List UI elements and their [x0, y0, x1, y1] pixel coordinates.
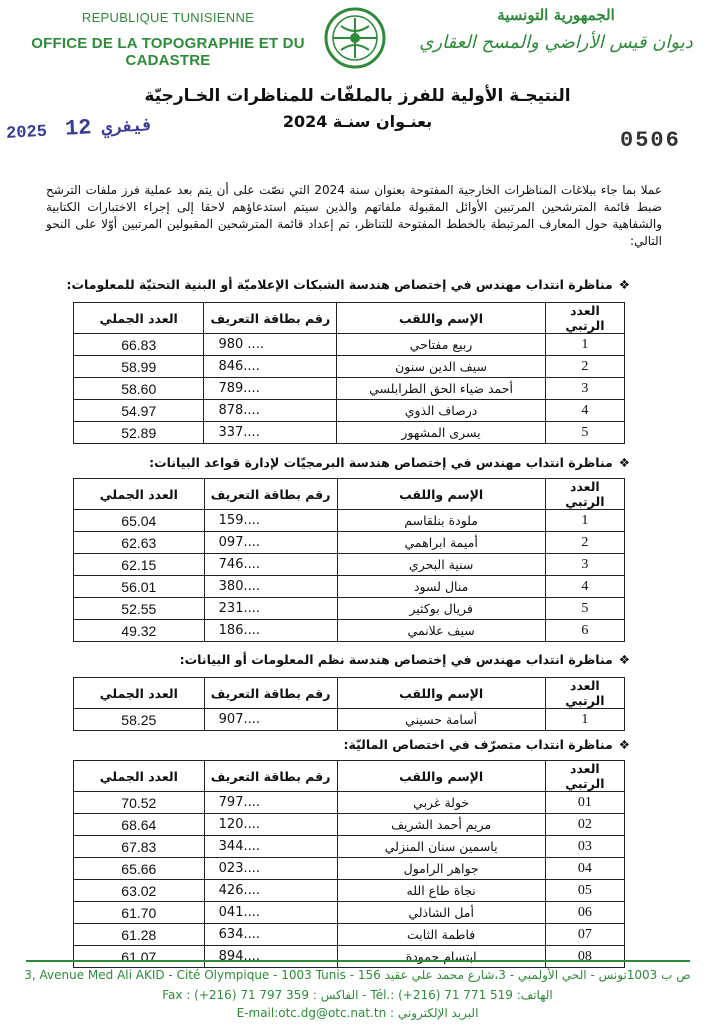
name-cell: أميمة ابراهمي: [337, 532, 545, 554]
footer-email: E-mail:otc.dg@otc.nat.tn : البريد الإلكتروني: [236, 1006, 479, 1020]
header-left: [18, 10, 318, 69]
col-id: رقم بطاقة التعريف: [204, 479, 337, 510]
intro-paragraph: عملا بما جاء ببلاغات المناظرات الخارجية المفتوحة بعنوان سنة 2024 التي نصّت على أن يتم بعد عملية فرز ملفات الترشح ضبط قائمة المترشحين المرتبين الأوائل المقبولة ملفاتهم والذين سيتم استدعاؤهم لاحقا إلى إجراء الاختبارات الكتابية والشفاهية حول المعارف المرتبطة بالخطط المفتوحة للتناظر، تم إعداد قائمة المترشحين المقبولين المرتبين أوّلا على النحو التالي:: [46, 183, 662, 248]
table-row: [74, 554, 625, 576]
rank-cell: 1: [545, 510, 624, 532]
rank-cell: 1: [545, 709, 624, 731]
col-name: الإسم واللقب: [337, 761, 545, 792]
reference-number: 0506: [620, 128, 681, 153]
score-cell: 61.07: [74, 946, 205, 968]
col-id: رقم بطاقة التعريف: [204, 678, 337, 709]
stamp-year-month: 2025 فيفري: [5, 117, 154, 144]
section-heading: مناظرة انتداب مهندس في إختصاص هندسة الشبكات الإعلاميّة أو البنية التحتيّة للمعلومات:: [66, 277, 613, 292]
table-row: [74, 792, 625, 814]
col-score: العدد الجملي: [74, 479, 205, 510]
col-rank: العدد الرتبي: [545, 761, 624, 792]
col-score: العدد الجملي: [74, 678, 205, 709]
name-cell: ياسمين سنان المنزلي: [337, 836, 545, 858]
bullet-diamond-icon: ❖: [618, 455, 630, 470]
name-cell: يسرى المشهور: [337, 422, 546, 444]
col-score: العدد الجملي: [74, 761, 205, 792]
id-cell: 380....: [204, 576, 337, 598]
section-heading: مناظرة انتداب متصرّف في اختصاص الماليّة:: [343, 737, 613, 752]
table-row: [74, 510, 625, 532]
table-row: [74, 356, 625, 378]
republic-fr: REPUBLIQUE TUNISIENNE: [81, 10, 255, 25]
section-heading: مناظرة انتداب مهندس في إختصاص هندسة البرمجيّات لإدارة قواعد البيانات:: [149, 455, 613, 470]
id-cell: 789....: [204, 378, 337, 400]
otc-logo-emblem-icon: [323, 6, 387, 70]
score-cell: 62.15: [74, 554, 205, 576]
table-row: [74, 400, 625, 422]
name-cell: فريال بوكثير: [337, 598, 545, 620]
id-cell: 634....: [204, 924, 337, 946]
score-cell: 58.25: [74, 709, 205, 731]
id-cell: 231....: [204, 598, 337, 620]
col-id: رقم بطاقة التعريف: [204, 761, 337, 792]
name-cell: ملودة بنلقاسم: [337, 510, 545, 532]
name-cell: سيف علانمي: [337, 620, 545, 642]
name-cell: جواهر الرامول: [337, 858, 545, 880]
name-cell: أسامة حسيني: [337, 709, 545, 731]
rank-cell: 4: [545, 576, 624, 598]
rank-cell: 1: [545, 334, 624, 356]
section-title: [60, 652, 630, 667]
section-title: [60, 277, 630, 292]
section-title: [60, 455, 630, 470]
name-cell: مريم أحمد الشريف: [337, 814, 545, 836]
col-name: الإسم واللقب: [337, 678, 545, 709]
section-heading: مناظرة انتداب مهندس في إختصاص هندسة نظم المعلومات أو البيانات:: [179, 652, 613, 667]
date-stamp: [5, 112, 153, 145]
name-cell: فاطمة الثابت: [337, 924, 545, 946]
rank-cell: 2: [545, 532, 624, 554]
id-cell: 746....: [204, 554, 337, 576]
table-row: [74, 576, 625, 598]
results-table-software: [73, 478, 625, 642]
id-cell: 120....: [204, 814, 337, 836]
name-cell: منال لسود: [337, 576, 545, 598]
col-rank: العدد الرتبي: [545, 678, 624, 709]
score-cell: 65.04: [74, 510, 205, 532]
id-cell: 097....: [204, 532, 337, 554]
office-ar: ديوان قيس الأراضي والمسح العقاري: [419, 32, 693, 53]
id-cell: 159....: [204, 510, 337, 532]
header-right: [411, 6, 701, 53]
table-header-row: [74, 678, 625, 709]
table-row: [74, 598, 625, 620]
table-row: [74, 946, 625, 968]
rank-cell: 5: [545, 598, 624, 620]
footer-address: 3, Avenue Med Ali AKID - Cité Olympique - 1003 Tunis - 156 ص ب 1003تونس - الحي الأولمبي - 3،شارع محمد علي عقيد: [24, 968, 691, 982]
id-cell: 186....: [204, 620, 337, 642]
table-row: [74, 620, 625, 642]
rank-cell: 5: [545, 422, 624, 444]
score-cell: 49.32: [74, 620, 205, 642]
name-cell: خولة غربي: [337, 792, 545, 814]
rank-cell: 3: [545, 378, 624, 400]
id-cell: 878....: [204, 400, 337, 422]
rank-cell: 05: [545, 880, 624, 902]
id-cell: 344....: [204, 836, 337, 858]
rank-cell: 3: [545, 554, 624, 576]
results-table-info-systems: [73, 677, 625, 731]
rank-cell: 07: [545, 924, 624, 946]
results-table-finance: [73, 760, 625, 968]
rank-cell: 03: [545, 836, 624, 858]
id-cell: 426....: [204, 880, 337, 902]
title-line-1: النتيجـة الأولية للفرز بالملفّات للمناظرات الخـارجيّة: [144, 86, 571, 106]
table-row: [74, 709, 625, 731]
rank-cell: 06: [545, 902, 624, 924]
col-name: الإسم واللقب: [337, 303, 546, 334]
table-row: [74, 836, 625, 858]
table-header-row: [74, 761, 625, 792]
id-cell: 797....: [204, 792, 337, 814]
score-cell: 62.63: [74, 532, 205, 554]
id-cell: 041....: [204, 902, 337, 924]
document-title: [120, 86, 595, 131]
score-cell: 58.99: [74, 356, 204, 378]
rank-cell: 01: [545, 792, 624, 814]
col-score: العدد الجملي: [74, 303, 204, 334]
table-row: [74, 532, 625, 554]
score-cell: 65.66: [74, 858, 205, 880]
col-rank: العدد الرتبي: [545, 303, 624, 334]
name-cell: أمل الشاذلي: [337, 902, 545, 924]
table-row: [74, 880, 625, 902]
name-cell: سنية البحري: [337, 554, 545, 576]
table-row: [74, 902, 625, 924]
republic-ar: الجمهورية التونسية: [497, 6, 615, 24]
table-header-row: [74, 303, 625, 334]
name-cell: ابتسام حمودة: [337, 946, 545, 968]
score-cell: 56.01: [74, 576, 205, 598]
table-row: [74, 378, 625, 400]
rank-cell: 6: [545, 620, 624, 642]
name-cell: نجاة طاع الله: [337, 880, 545, 902]
rank-cell: 4: [545, 400, 624, 422]
results-table-network: [73, 302, 625, 444]
bullet-diamond-icon: ❖: [618, 652, 630, 667]
id-cell: 907....: [204, 709, 337, 731]
col-name: الإسم واللقب: [337, 479, 545, 510]
name-cell: أحمد ضياء الحق الطرابلسي: [337, 378, 546, 400]
rank-cell: 02: [545, 814, 624, 836]
footer-phones: Fax : (+216) 71 797 359 : الفاكس - Tél.: (+216) 71 771 519 :الهاتف: [162, 988, 553, 1002]
table-header-row: [74, 479, 625, 510]
title-line-2: بعنـوان سنـة 2024: [282, 112, 433, 131]
score-cell: 67.83: [74, 836, 205, 858]
score-cell: 68.64: [74, 814, 205, 836]
name-cell: درصاف الذوي: [337, 400, 546, 422]
rank-cell: 08: [545, 946, 624, 968]
rank-cell: 04: [545, 858, 624, 880]
section-title: [60, 737, 630, 752]
table-row: [74, 924, 625, 946]
stamp-day: 12: [64, 115, 93, 142]
table-row: [74, 858, 625, 880]
id-cell: 846....: [204, 356, 337, 378]
id-cell: 894....: [204, 946, 337, 968]
score-cell: 52.55: [74, 598, 205, 620]
table-row: [74, 422, 625, 444]
table-row: [74, 814, 625, 836]
office-fr: OFFICE DE LA TOPOGRAPHIE ET DU CADASTRE: [31, 35, 305, 69]
id-cell: 023....: [204, 858, 337, 880]
score-cell: 58.60: [74, 378, 204, 400]
footer-divider: [26, 960, 690, 962]
score-cell: 66.83: [74, 334, 204, 356]
col-rank: العدد الرتبي: [545, 479, 624, 510]
score-cell: 70.52: [74, 792, 205, 814]
id-cell: 337....: [204, 422, 337, 444]
bullet-diamond-icon: ❖: [618, 737, 630, 752]
score-cell: 54.97: [74, 400, 204, 422]
score-cell: 61.28: [74, 924, 205, 946]
score-cell: 52.89: [74, 422, 204, 444]
id-cell: 980 ....: [204, 334, 337, 356]
score-cell: 63.02: [74, 880, 205, 902]
name-cell: ربيع مفتاحي: [337, 334, 546, 356]
name-cell: سيف الدين سنون: [337, 356, 546, 378]
score-cell: 61.70: [74, 902, 205, 924]
table-row: [74, 334, 625, 356]
bullet-diamond-icon: ❖: [618, 277, 630, 292]
col-id: رقم بطاقة التعريف: [204, 303, 337, 334]
rank-cell: 2: [545, 356, 624, 378]
